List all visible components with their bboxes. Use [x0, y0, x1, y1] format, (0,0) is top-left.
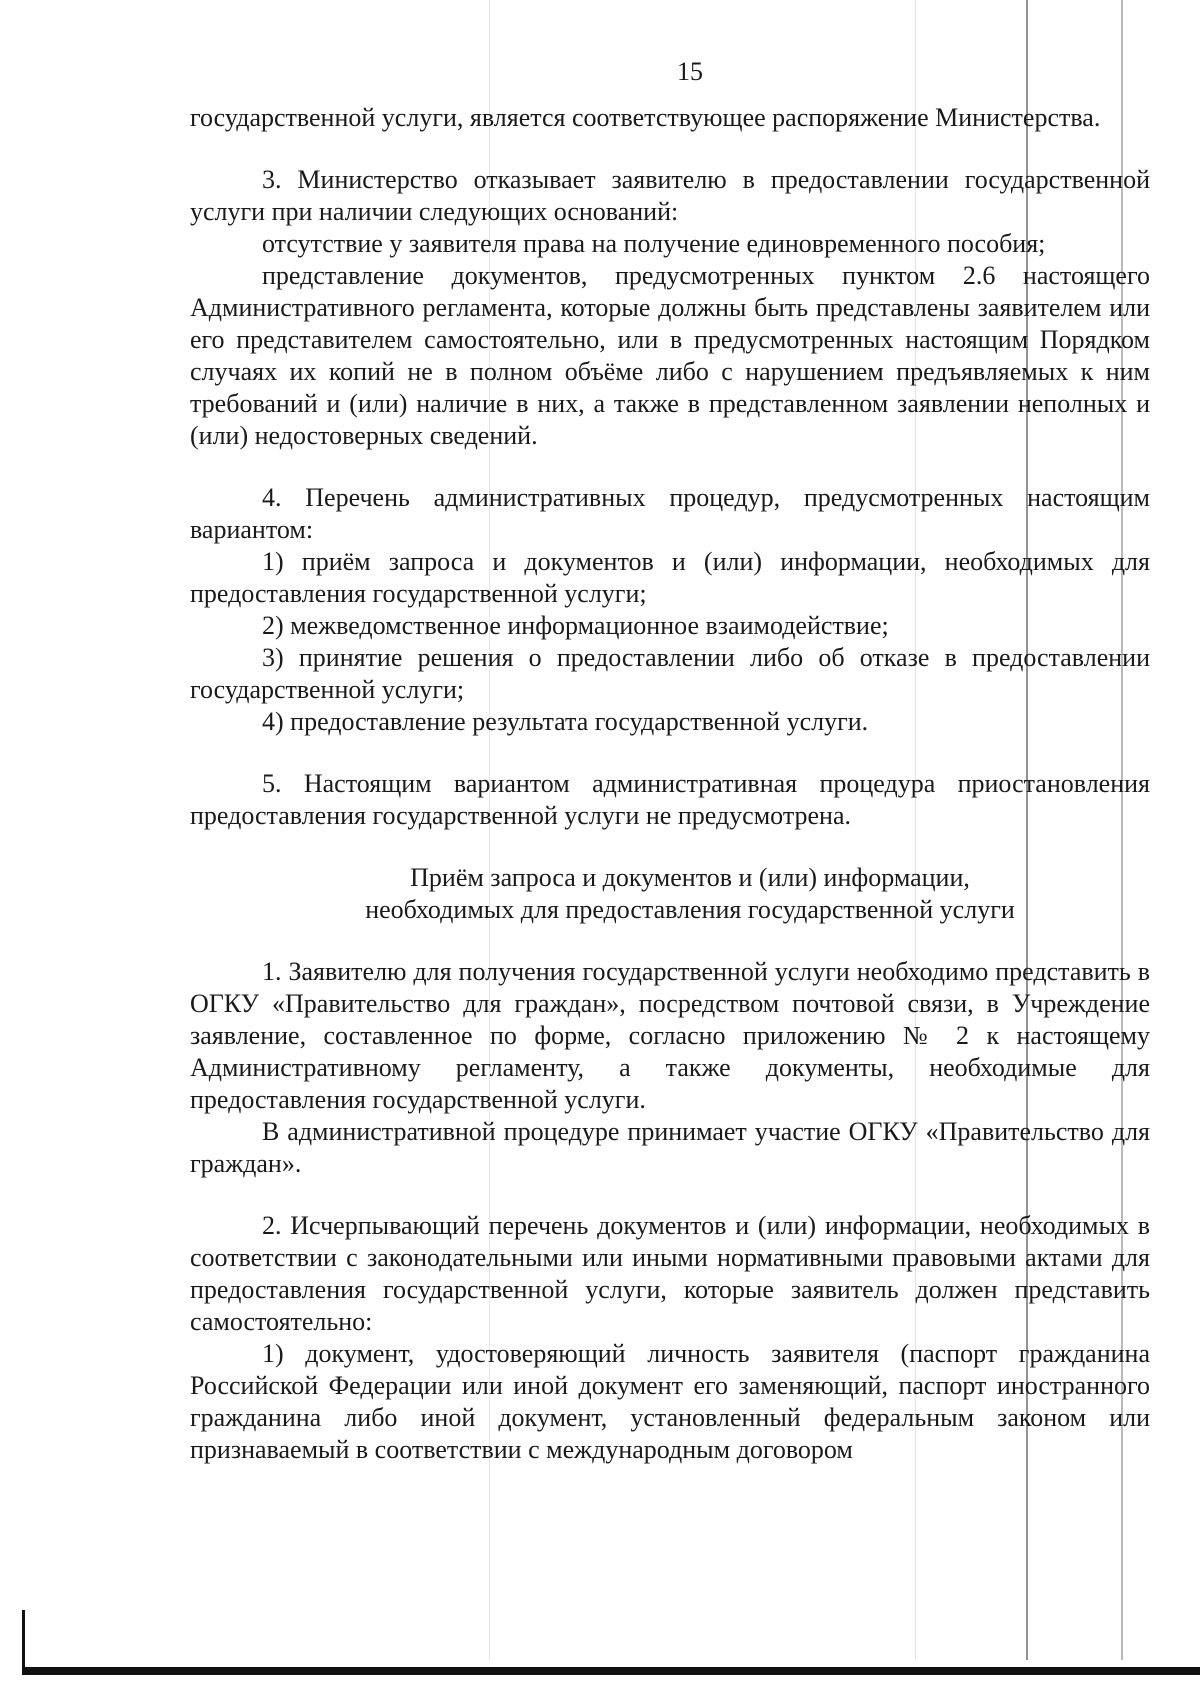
paragraph: отсутствие у заявителя права на получение единовременного пособия;: [262, 229, 1046, 258]
spacer: [190, 926, 1150, 956]
list-item: 2) межведомственное информационное взаимодействие;: [262, 611, 889, 640]
list-item: 3) принятие решения о предоставлении либо об отказе в предоставлении государственной услуги;: [190, 643, 1150, 704]
scan-left-border: [22, 1610, 25, 1670]
list-item: 4) предоставление результата государственной услуги.: [262, 707, 869, 736]
paragraph: 2. Исчерпывающий перечень документов и (или) информации, необходимых в соответствии с законодательными или иными нормативными правовыми актами для предоставления государственной услуги, которые заявитель должен представить самостоятельно:: [190, 1211, 1150, 1336]
paragraph: 5. Настоящим вариантом административная процедура приостановления предоставления государственной услуги не предусмотрена.: [190, 769, 1150, 830]
paragraph: государственной услуги, является соответствующее распоряжение Министерства.: [190, 103, 1101, 132]
paragraph: 3. Министерство отказывает заявителю в предоставлении государственной услуги при наличии следующих оснований:: [190, 165, 1150, 226]
paragraph: представление документов, предусмотренных пунктом 2.6 настоящего Административного регламента, которые должны быть представлены заявителем или его представителем самостоятельно, или в предусмотренных настоящим Порядком случаях их копий не в полном объёме либо с нарушением предъявляемых к ним требований и (или) наличие в них, а также в представленном заявлении неполных и (или) недостоверных сведений.: [190, 261, 1150, 450]
page-number: 15: [677, 57, 703, 86]
paragraph: В административной процедуре принимает участие ОГКУ «Правительство для граждан».: [190, 1117, 1150, 1178]
paragraph: 1) документ, удостоверяющий личность заявителя (паспорт гражданина Российской Федерации или иной документ его заменяющий, паспорт иностранного гражданина либо иной документ, установленный федеральным законом или признаваемый в соответствии с международным договором: [190, 1339, 1150, 1464]
paragraph: 4. Перечень административных процедур, предусмотренных настоящим вариантом:: [190, 483, 1150, 544]
spacer: [190, 1180, 1150, 1210]
section-heading-line: Приём запроса и документов и (или) информации,: [410, 863, 970, 892]
section-heading-line: необходимых для предоставления государственной услуги: [365, 895, 1015, 924]
section-heading: [190, 862, 1150, 926]
spacer: [190, 738, 1150, 768]
document-page: [190, 56, 1150, 1466]
scan-bottom-border: [22, 1667, 1200, 1675]
list-item: 1) приём запроса и документов и (или) информации, необходимых для предоставления государственной услуги;: [190, 547, 1150, 608]
spacer: [190, 134, 1150, 164]
paragraph: 1. Заявителю для получения государственной услуги необходимо представить в ОГКУ «Правительство для граждан», посредством почтовой связи, в Учреждение заявление, составленное по форме, согласно приложению № 2 к настоящему Административному регламенту, а также документы, необходимые для предоставления государственной услуги.: [190, 957, 1150, 1114]
spacer: [190, 832, 1150, 862]
spacer: [190, 452, 1150, 482]
